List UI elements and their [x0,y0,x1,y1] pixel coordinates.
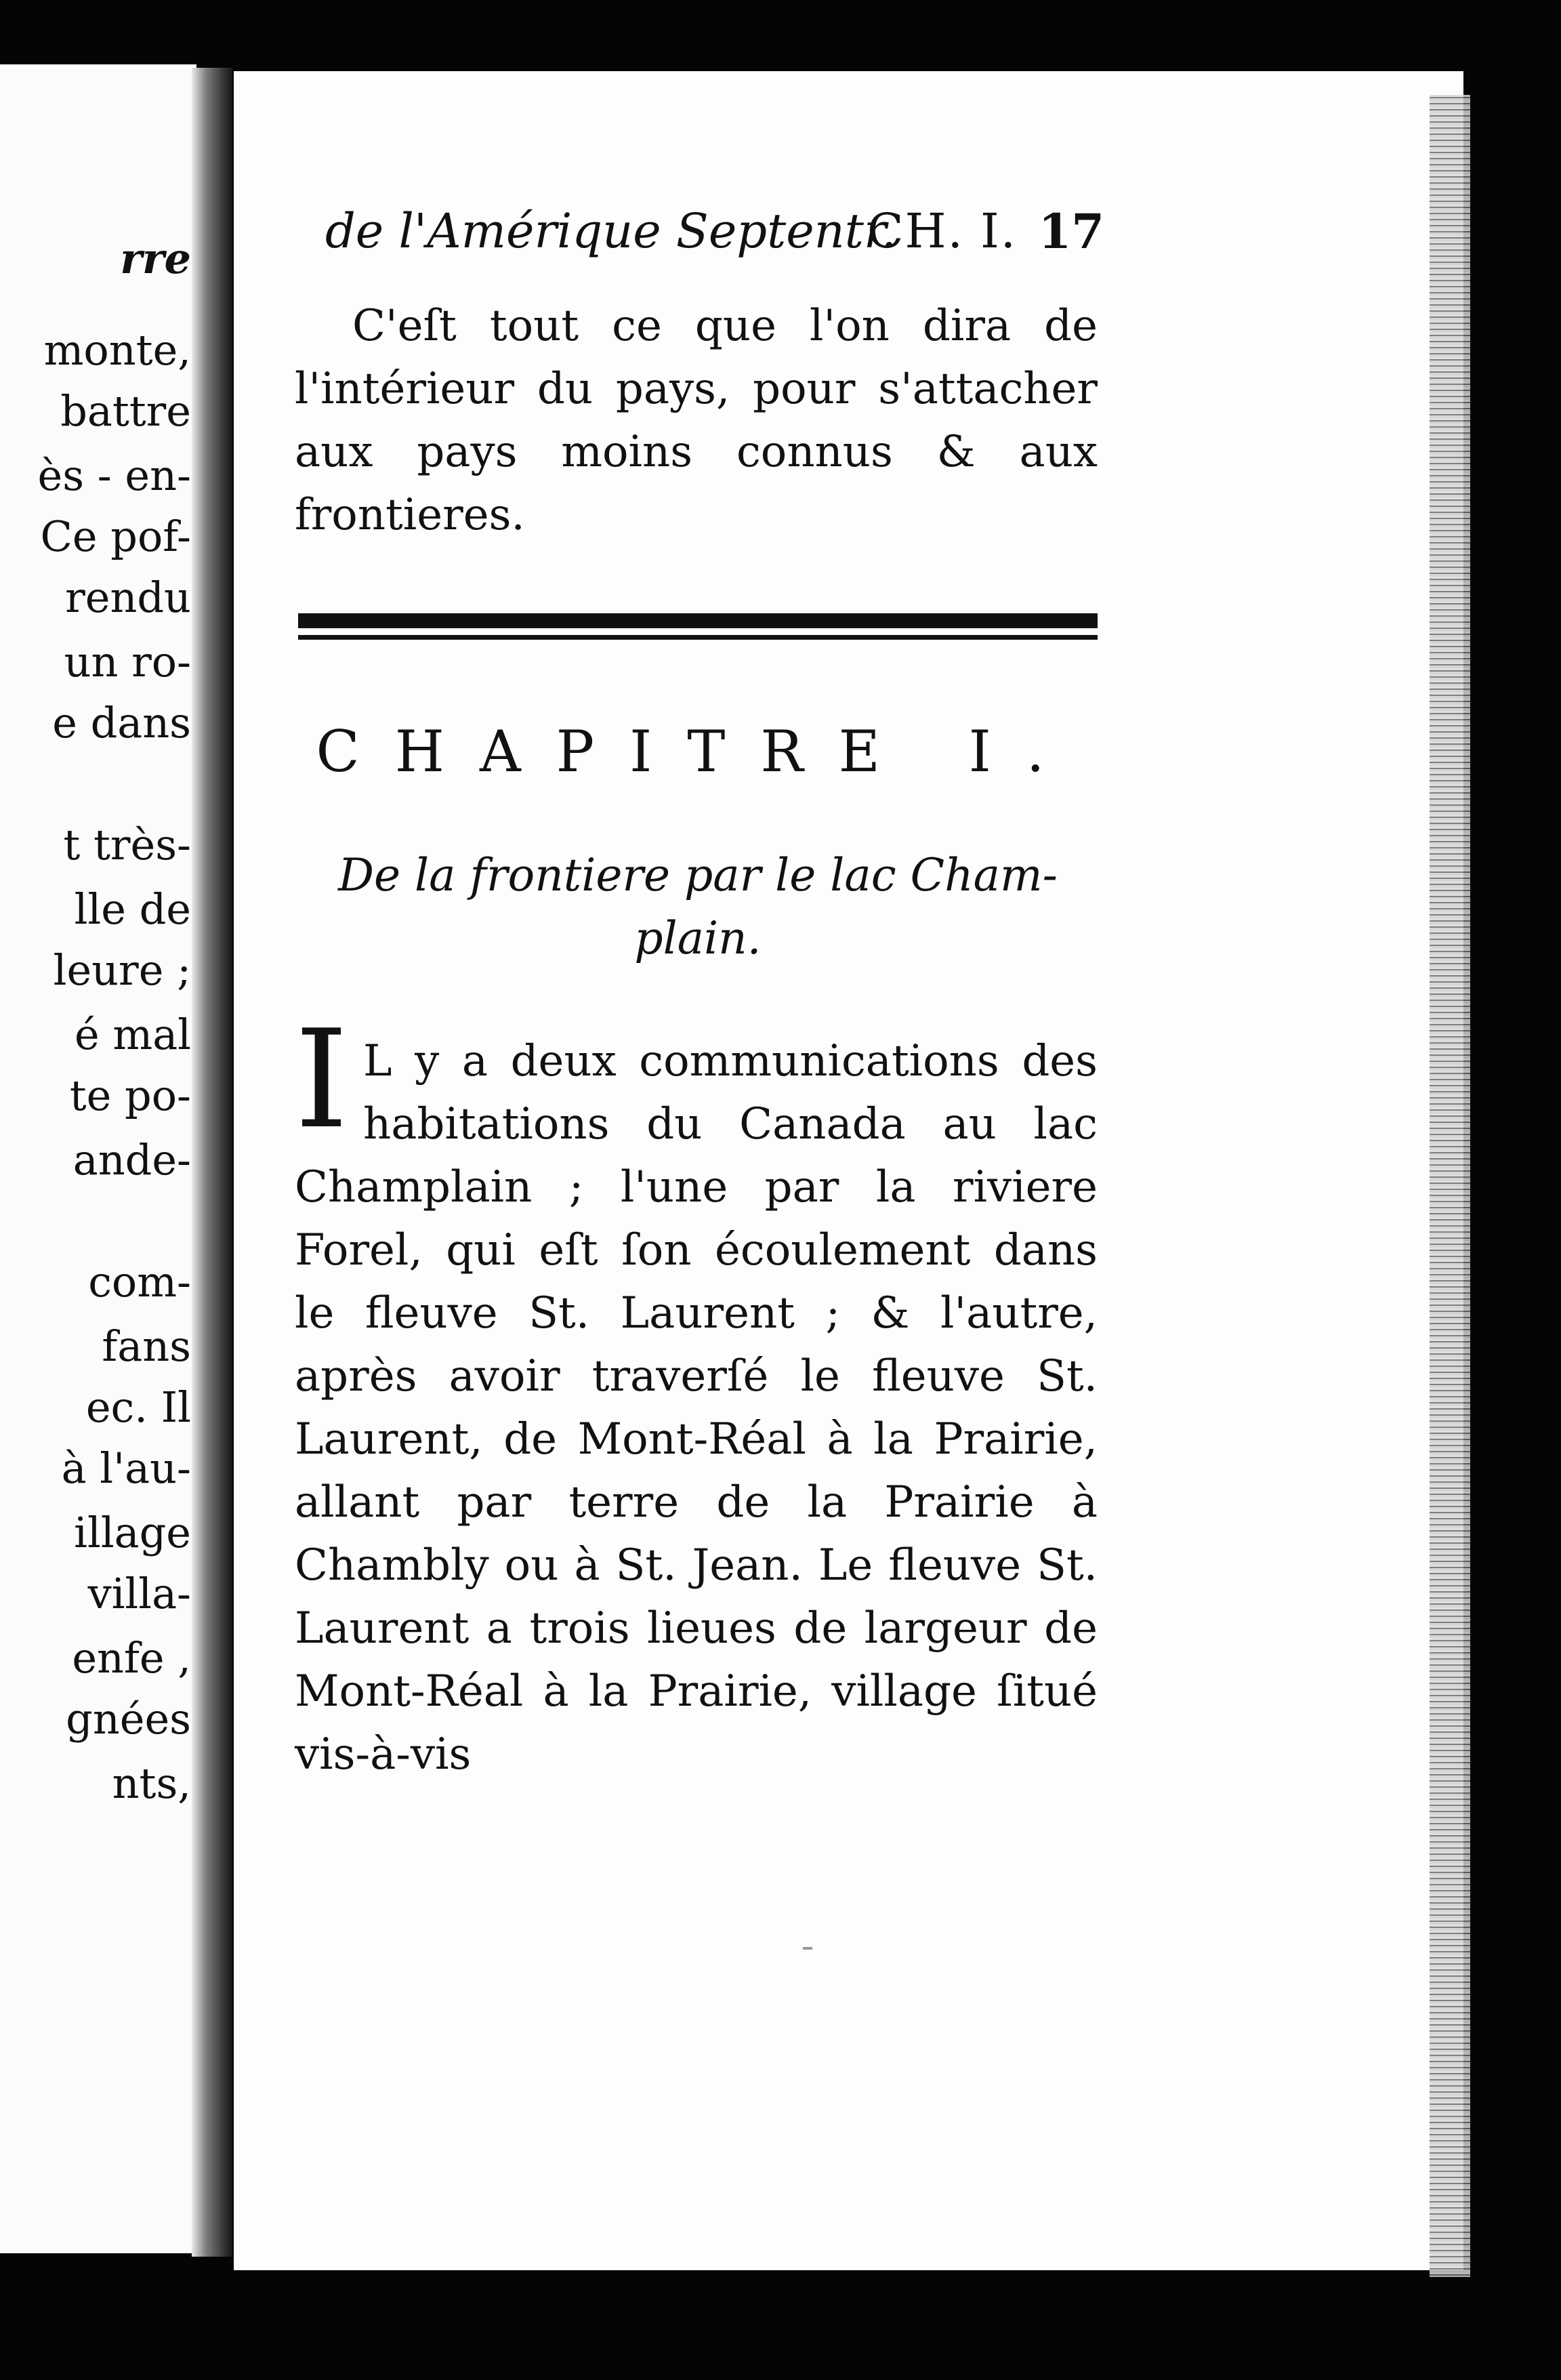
running-head-chapter: CH. I. [867,203,1018,259]
left-page-line: ès - en- [37,451,191,500]
left-page-line: é mal [75,1010,191,1059]
left-page-line: rre [120,234,191,283]
body-text: L y a deux communications des habitations du Canada au lac Champlain ; l'une par la riviere Forel, qui eſt ſon écoulement dans le fleuve St. Laurent ; & l'autre, après avoir traverſé le fleuve St. Laurent, de Mont-Réal à la Prairie, allant par terre de la Prairie à Chambly ou à St. Jean. Le fleuve St. Laurent a trois lieues de largeur de Mont-Réal à la Prairie, village ſitué vis-à-vis [295,1036,1098,1780]
chapter-heading: CHAPITRE I. [316,718,1080,785]
left-page-line: enfe , [72,1633,191,1683]
opening-paragraph: C'eſt tout ce que l'on dira de l'intérieur du pays, pour s'attacher aux pays moins connus & aux frontieres. [295,301,1098,540]
rule-thick [298,613,1098,628]
left-page-line: nts, [112,1759,191,1808]
left-page-line: Ce pof- [40,512,191,561]
left-page-line: illage [74,1508,191,1557]
left-page-line: e dans [52,698,191,747]
chapter-subtitle: De la frontiere par le lac Cham-plain. [338,849,1058,964]
left-page-line: rendu [65,573,191,622]
left-page-line: ec. Il [85,1382,191,1432]
rule-thin [298,635,1098,640]
left-page-line: te po- [69,1071,191,1120]
running-head [325,203,1104,278]
left-page-line: villa- [87,1569,191,1618]
left-page-line: un ro- [64,637,191,686]
left-page-line: fans [102,1321,191,1371]
drop-cap: I [295,1001,349,1159]
book-gutter [192,68,232,2257]
left-page-line: t très- [63,820,191,869]
left-page-line: lle de [74,884,191,934]
running-head-title: de l'Amérique Septentr. [325,203,896,259]
body-paragraph [295,1001,1098,1786]
page-number: 17 [1038,203,1104,260]
paper-speck [803,1947,812,1950]
left-page-line: battre [60,386,191,436]
left-page-line: à l'au- [61,1443,191,1493]
page-edge [1430,95,1470,2277]
opening-text [295,295,1098,547]
left-page-line: monte, [43,325,191,375]
left-page-line: leure ; [53,945,191,995]
left-page-line: gnées [66,1694,191,1744]
ornamental-rule [298,613,1098,647]
left-page-line: com- [88,1257,191,1307]
left-page-line: ande- [72,1135,191,1185]
left-page [0,64,196,2253]
